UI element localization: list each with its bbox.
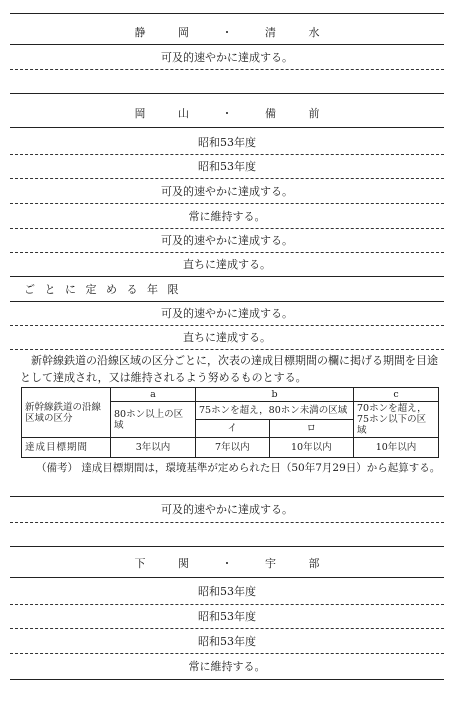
text-line: 可及的速やかに達成する。 [161,234,293,247]
col-c-desc: 70ホンを超え，75ホン以下の区域 [354,402,439,438]
title-char: 部 [308,557,320,570]
text-line: 常に維持する。 [188,210,266,223]
rule [10,679,444,680]
rule [10,69,444,70]
text-line: 可及的速やかに達成する。 [161,503,293,516]
title-char: 静 [134,26,146,39]
rule [10,349,444,350]
col-b-header: b [196,388,354,402]
b-ro-period: 10年以内 [269,438,353,458]
text-line: 直ちに達成する。 [183,258,271,271]
rule [10,13,444,14]
text-line: 可及的速やかに達成する。 [161,51,293,64]
rule [10,154,444,155]
a-period: 3年以内 [111,438,196,458]
title-char: ・ [221,107,233,120]
text-line: 直ちに達成する。 [183,331,271,344]
section-title-shimonoseki [10,557,444,571]
title-char: 関 [178,557,189,570]
section-title-okayama [10,107,444,121]
rule [10,93,444,94]
title-char: 岡 [134,107,146,120]
text-line: 昭和53年度 [198,635,256,648]
remarks-label: （備考） [36,462,78,474]
title-char: ・ [221,557,233,570]
title-char: ・ [221,26,233,39]
rule [10,127,444,128]
col-b-desc: 75ホンを超え，80ホン未満の区域 [196,402,354,420]
col-c-header: c [354,388,439,402]
c-period: 10年以内 [354,438,439,458]
col-a-desc: 80ホン以上の区域 [111,402,196,438]
title-char: 前 [308,107,320,120]
text-line: 可及的速やかに達成する。 [161,307,293,320]
rule [10,325,444,326]
col-a-header: a [111,388,196,402]
title-char: 備 [265,107,276,120]
period-heading: ご と に 定 め る 年 限 [24,283,182,296]
target-period-label: 達成目標期間 [22,438,111,458]
shinkansen-paragraph: 新幹線鉄道の沿線区域の区分ごとに，次表の達成目標期間の欄に掲げる期間を目途として達成され，又は維持されるよう努めるものとする。 [20,354,438,384]
title-char: 清 [265,26,276,39]
rule [10,203,444,204]
rule [10,628,444,629]
text-line: 常に維持する。 [188,660,266,673]
text-line: 昭和53年度 [198,585,256,598]
rule [10,228,444,229]
remarks-text: 達成目標期間は，環境基準が定められた日（50年7月29日）から起算する。 [81,462,441,474]
rule [10,546,444,547]
rule [10,522,444,523]
text-line: 昭和53年度 [198,160,256,173]
rule [10,301,444,302]
title-char: 下 [134,557,146,570]
title-char: 岡 [178,26,189,39]
title-char: 山 [178,107,189,120]
rule [10,604,444,605]
b-i-period: 7年以内 [196,438,270,458]
text-line: 昭和53年度 [198,610,256,623]
rule [10,252,444,253]
title-char: 水 [308,26,320,39]
col-b-i: イ [196,420,270,438]
table-row-header: 新幹線鉄道の沿線区域の区分 [22,388,111,438]
rule [10,653,444,654]
rule [10,577,444,578]
rule [10,276,444,277]
text-line: 可及的速やかに達成する。 [161,185,293,198]
rule [10,496,444,497]
remarks [36,460,442,477]
text-line: 昭和53年度 [198,136,256,149]
rule [10,178,444,179]
rule [10,44,444,45]
title-char: 宇 [265,557,276,570]
col-b-ro: ロ [269,420,353,438]
section-title-shizuoka [10,26,444,40]
target-period-table [21,387,439,458]
